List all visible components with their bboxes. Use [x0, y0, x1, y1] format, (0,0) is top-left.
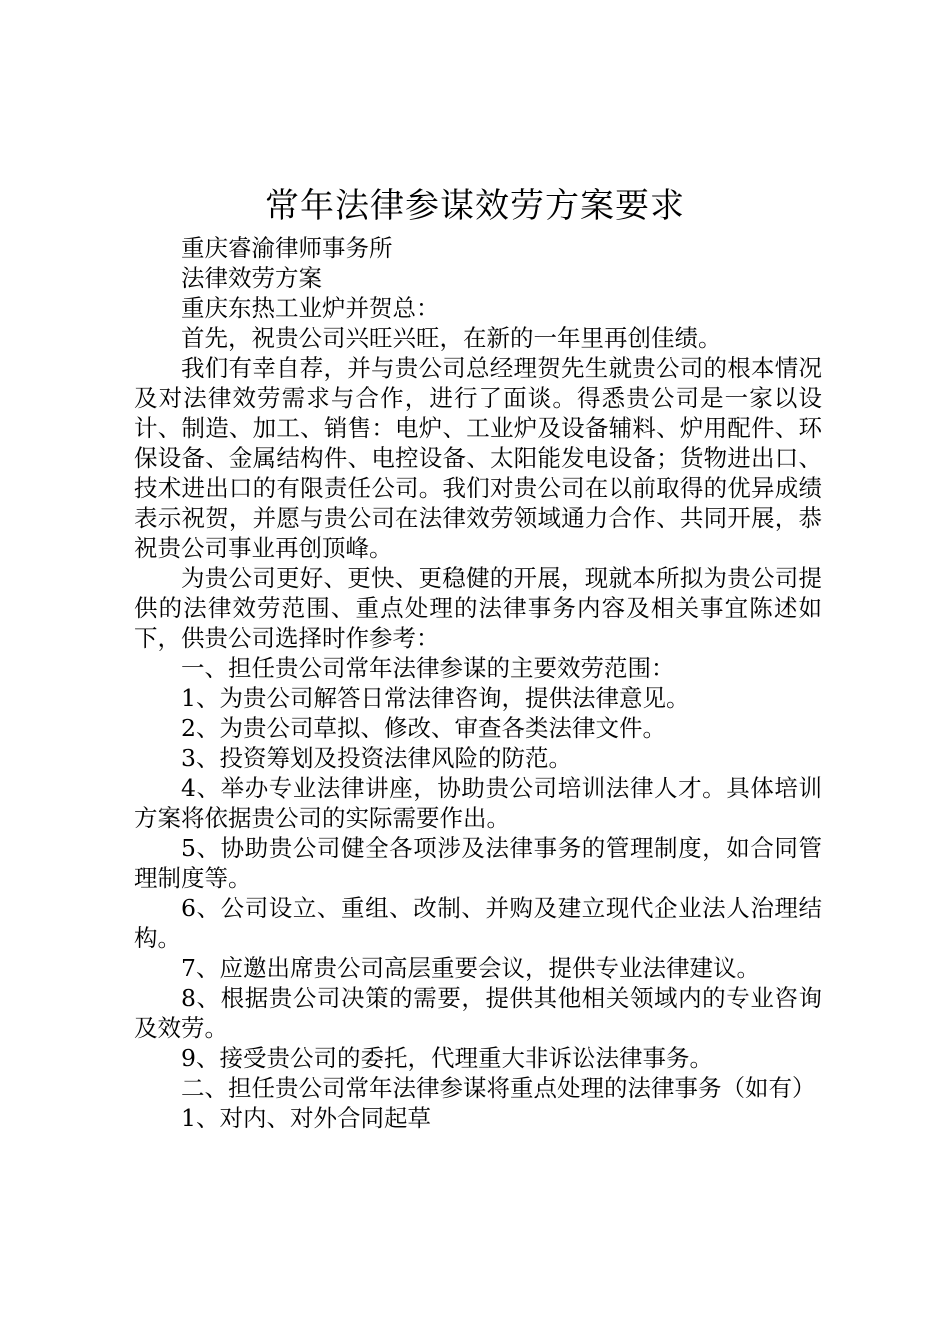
list-item: 2、为贵公司草拟、修改、审查各类法律文件。	[181, 714, 666, 742]
list-item: 1、对内、对外合同起草	[181, 1104, 431, 1132]
list-item: 9、接受贵公司的委托，代理重大非诉讼法律事务。	[181, 1044, 713, 1072]
list-item: 1、为贵公司解答日常法律咨询，提供法律意见。	[181, 684, 690, 712]
paragraph-firm-name: 重庆睿渝律师事务所	[181, 234, 393, 262]
paragraph-greeting: 首先，祝贵公司兴旺兴旺，在新的一年里再创佳绩。	[181, 324, 722, 352]
list-item: 4、举办专业法律讲座，协助贵公司培训法律人才。具体培训方案将依据贵公司的实际需要作出。	[134, 774, 822, 832]
paragraph-addressee: 重庆东热工业炉并贺总：	[181, 294, 440, 322]
list-item: 8、根据贵公司决策的需要，提供其他相关领域内的专业咨询及效劳。	[134, 984, 822, 1042]
list-item: 5、协助贵公司健全各项涉及法律事务的管理制度，如合同管理制度等。	[134, 834, 822, 892]
list-item: 7、应邀出席贵公司高层重要会议，提供专业法律建议。	[181, 954, 760, 982]
paragraph-subtitle: 法律效劳方案	[181, 264, 322, 292]
paragraph-purpose: 为贵公司更好、更快、更稳健的开展，现就本所拟为贵公司提供的法律效劳范围、重点处理的法律事务内容及相关事宜陈述如下，供贵公司选择时作参考：	[134, 564, 822, 652]
document-title: 常年法律参谋效劳方案要求	[265, 186, 685, 226]
section-heading-2: 二、担任贵公司常年法律参谋将重点处理的法律事务（如有）	[181, 1074, 816, 1102]
list-item: 6、公司设立、重组、改制、并购及建立现代企业法人治理结构。	[134, 894, 822, 952]
list-item: 3、投资筹划及投资法律风险的防范。	[181, 744, 572, 772]
paragraph-introduction: 我们有幸自荐，并与贵公司总经理贺先生就贵公司的根本情况及对法律效劳需求与合作，进行了面谈。得悉贵公司是一家以设计、制造、加工、销售：电炉、工业炉及设备辅料、炉用配件、环保设备、金属结构件、电控设备、太阳能发电设备；货物进出口、技术进出口的有限责任公司。我们对贵公司在以前取得的优异成绩表示祝贺，并愿与贵公司在法律效劳领域通力合作、共同开展，恭祝贵公司事业再创顶峰。	[134, 354, 822, 562]
document-body	[134, 233, 822, 1133]
section-heading-1: 一、担任贵公司常年法律参谋的主要效劳范围：	[181, 654, 675, 682]
